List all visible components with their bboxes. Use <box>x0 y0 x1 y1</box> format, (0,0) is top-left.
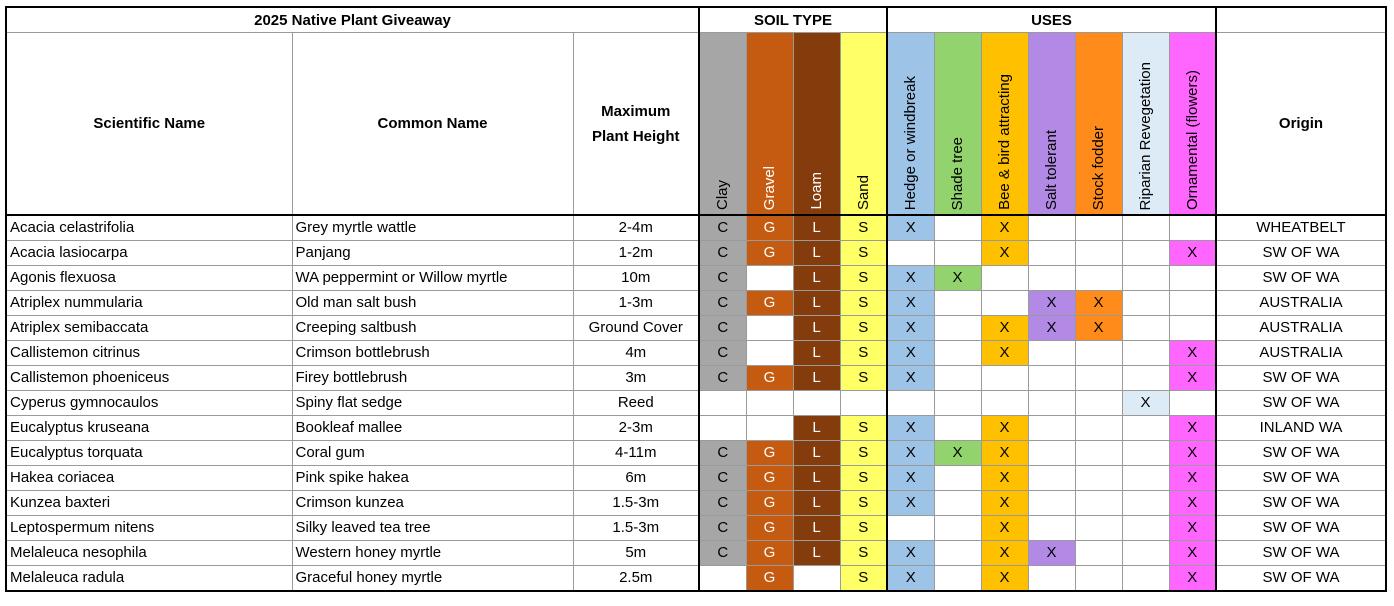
origin-cell: WHEATBELT <box>1216 215 1386 241</box>
soil-sand-cell: S <box>840 466 887 491</box>
scientific-name-header: Scientific Name <box>6 33 292 216</box>
use-salt-tolerant-cell <box>1028 341 1075 366</box>
use-ornamental-flowers-cell <box>1169 391 1216 416</box>
soil-sand-cell: S <box>840 241 887 266</box>
soil-clay-cell <box>699 566 746 592</box>
use-bee-bird-attracting-cell: X <box>981 316 1028 341</box>
max-height-cell: 4m <box>573 341 699 366</box>
use-shade-tree-cell <box>934 516 981 541</box>
scientific-name-cell: Cyperus gymnocaulos <box>6 391 292 416</box>
soil-clay-cell: C <box>699 291 746 316</box>
soil-sand-cell: S <box>840 566 887 592</box>
use-header-ornamental-flowers <box>1169 33 1216 216</box>
soil-loam-cell: L <box>793 291 840 316</box>
use-bee-bird-attracting-cell: X <box>981 541 1028 566</box>
use-ornamental-flowers-cell: X <box>1169 366 1216 391</box>
soil-gravel-cell: G <box>746 541 793 566</box>
table-row <box>6 291 1386 316</box>
use-header-shade-tree <box>934 33 981 216</box>
soil-sand-cell: S <box>840 516 887 541</box>
table-row <box>6 566 1386 592</box>
use-hedge-or-windbreak-cell: X <box>887 491 934 516</box>
soil-header-loam <box>793 33 840 216</box>
use-hedge-or-windbreak-cell: X <box>887 441 934 466</box>
scientific-name-cell: Callistemon phoeniceus <box>6 366 292 391</box>
soil-header-label: Loam <box>808 172 825 210</box>
use-salt-tolerant-cell <box>1028 516 1075 541</box>
table-row <box>6 541 1386 566</box>
soil-gravel-cell: G <box>746 491 793 516</box>
soil-gravel-cell <box>746 266 793 291</box>
use-stock-fodder-cell <box>1075 366 1122 391</box>
soil-sand-cell: S <box>840 491 887 516</box>
table-row <box>6 491 1386 516</box>
soil-loam-cell: L <box>793 416 840 441</box>
table-row <box>6 241 1386 266</box>
soil-clay-cell: C <box>699 441 746 466</box>
max-height-cell: 6m <box>573 466 699 491</box>
origin-cell: SW OF WA <box>1216 466 1386 491</box>
use-ornamental-flowers-cell: X <box>1169 241 1216 266</box>
use-bee-bird-attracting-cell: X <box>981 341 1028 366</box>
soil-clay-cell <box>699 391 746 416</box>
use-ornamental-flowers-cell <box>1169 291 1216 316</box>
use-header-label: Salt tolerant <box>1043 129 1060 210</box>
use-bee-bird-attracting-cell: X <box>981 215 1028 241</box>
use-riparian-revegetation-cell: X <box>1122 391 1169 416</box>
soil-gravel-cell: G <box>746 215 793 241</box>
soil-clay-cell: C <box>699 341 746 366</box>
use-stock-fodder-cell <box>1075 416 1122 441</box>
scientific-name-cell: Acacia celastrifolia <box>6 215 292 241</box>
origin-cell: SW OF WA <box>1216 441 1386 466</box>
use-bee-bird-attracting-cell: X <box>981 516 1028 541</box>
max-height-cell: 1-2m <box>573 241 699 266</box>
soil-clay-cell: C <box>699 316 746 341</box>
use-salt-tolerant-cell <box>1028 266 1075 291</box>
use-ornamental-flowers-cell: X <box>1169 441 1216 466</box>
scientific-name-cell: Atriplex nummularia <box>6 291 292 316</box>
table-row <box>6 316 1386 341</box>
origin-cell: SW OF WA <box>1216 241 1386 266</box>
common-name-cell: Graceful honey myrtle <box>292 566 573 592</box>
use-shade-tree-cell <box>934 366 981 391</box>
table-row <box>6 441 1386 466</box>
origin-group-blank <box>1216 7 1386 33</box>
soil-gravel-cell: G <box>746 441 793 466</box>
soil-clay-cell <box>699 416 746 441</box>
table-row <box>6 416 1386 441</box>
soil-gravel-cell: G <box>746 241 793 266</box>
use-hedge-or-windbreak-cell: X <box>887 341 934 366</box>
use-header-label: Riparian Revegetation <box>1137 61 1154 210</box>
use-stock-fodder-cell <box>1075 566 1122 592</box>
use-salt-tolerant-cell <box>1028 366 1075 391</box>
use-hedge-or-windbreak-cell: X <box>887 316 934 341</box>
use-header-stock-fodder <box>1075 33 1122 216</box>
use-bee-bird-attracting-cell: X <box>981 241 1028 266</box>
use-salt-tolerant-cell <box>1028 441 1075 466</box>
common-name-cell: WA peppermint or Willow myrtle <box>292 266 573 291</box>
use-hedge-or-windbreak-cell: X <box>887 566 934 592</box>
use-header-label: Shade tree <box>949 136 966 210</box>
scientific-name-cell: Leptospermum nitens <box>6 516 292 541</box>
use-header-hedge-or-windbreak <box>887 33 934 216</box>
max-height-cell: 5m <box>573 541 699 566</box>
origin-cell: SW OF WA <box>1216 391 1386 416</box>
use-header-label: Stock fodder <box>1090 125 1107 210</box>
use-ornamental-flowers-cell: X <box>1169 516 1216 541</box>
common-name-cell: Spiny flat sedge <box>292 391 573 416</box>
soil-clay-cell: C <box>699 266 746 291</box>
soil-gravel-cell: G <box>746 466 793 491</box>
use-stock-fodder-cell <box>1075 441 1122 466</box>
use-riparian-revegetation-cell <box>1122 441 1169 466</box>
use-shade-tree-cell: X <box>934 266 981 291</box>
origin-cell: SW OF WA <box>1216 566 1386 592</box>
scientific-name-cell: Eucalyptus kruseana <box>6 416 292 441</box>
use-shade-tree-cell <box>934 316 981 341</box>
soil-loam-cell: L <box>793 541 840 566</box>
soil-clay-cell: C <box>699 491 746 516</box>
use-riparian-revegetation-cell <box>1122 215 1169 241</box>
use-riparian-revegetation-cell <box>1122 316 1169 341</box>
soil-gravel-cell: G <box>746 366 793 391</box>
max-height-cell: 2-3m <box>573 416 699 441</box>
common-name-cell: Creeping saltbush <box>292 316 573 341</box>
soil-loam-cell: L <box>793 316 840 341</box>
use-salt-tolerant-cell: X <box>1028 541 1075 566</box>
soil-sand-cell: S <box>840 291 887 316</box>
use-stock-fodder-cell <box>1075 491 1122 516</box>
common-name-cell: Coral gum <box>292 441 573 466</box>
use-riparian-revegetation-cell <box>1122 516 1169 541</box>
use-salt-tolerant-cell <box>1028 416 1075 441</box>
soil-gravel-cell <box>746 316 793 341</box>
use-ornamental-flowers-cell <box>1169 316 1216 341</box>
use-bee-bird-attracting-cell: X <box>981 466 1028 491</box>
use-shade-tree-cell <box>934 416 981 441</box>
use-ornamental-flowers-cell: X <box>1169 541 1216 566</box>
use-riparian-revegetation-cell <box>1122 566 1169 592</box>
use-riparian-revegetation-cell <box>1122 241 1169 266</box>
soil-sand-cell: S <box>840 316 887 341</box>
use-bee-bird-attracting-cell: X <box>981 416 1028 441</box>
use-bee-bird-attracting-cell <box>981 366 1028 391</box>
soil-clay-cell: C <box>699 366 746 391</box>
use-hedge-or-windbreak-cell: X <box>887 291 934 316</box>
max-height-cell: 3m <box>573 366 699 391</box>
use-shade-tree-cell <box>934 491 981 516</box>
use-ornamental-flowers-cell: X <box>1169 466 1216 491</box>
use-stock-fodder-cell <box>1075 215 1122 241</box>
max-height-cell: Ground Cover <box>573 316 699 341</box>
scientific-name-cell: Eucalyptus torquata <box>6 441 292 466</box>
scientific-name-cell: Melaleuca nesophila <box>6 541 292 566</box>
use-salt-tolerant-cell <box>1028 466 1075 491</box>
soil-loam-cell: L <box>793 241 840 266</box>
origin-cell: SW OF WA <box>1216 366 1386 391</box>
origin-cell: SW OF WA <box>1216 541 1386 566</box>
soil-clay-cell: C <box>699 241 746 266</box>
use-header-salt-tolerant <box>1028 33 1075 216</box>
soil-header-label: Clay <box>714 179 732 210</box>
max-height-header: Maximum Plant Height <box>573 33 699 216</box>
use-salt-tolerant-cell <box>1028 566 1075 592</box>
max-height-cell: Reed <box>573 391 699 416</box>
max-height-cell: 1-3m <box>573 291 699 316</box>
soil-gravel-cell: G <box>746 566 793 592</box>
use-ornamental-flowers-cell <box>1169 266 1216 291</box>
soil-sand-cell: S <box>840 266 887 291</box>
origin-cell: INLAND WA <box>1216 416 1386 441</box>
use-hedge-or-windbreak-cell: X <box>887 366 934 391</box>
soil-gravel-cell: G <box>746 291 793 316</box>
scientific-name-cell: Agonis flexuosa <box>6 266 292 291</box>
max-height-cell: 1.5-3m <box>573 516 699 541</box>
use-salt-tolerant-cell: X <box>1028 316 1075 341</box>
use-bee-bird-attracting-cell: X <box>981 491 1028 516</box>
use-hedge-or-windbreak-cell <box>887 391 934 416</box>
use-stock-fodder-cell <box>1075 516 1122 541</box>
soil-sand-cell: S <box>840 215 887 241</box>
max-height-cell: 4-11m <box>573 441 699 466</box>
use-stock-fodder-cell <box>1075 341 1122 366</box>
use-shade-tree-cell <box>934 541 981 566</box>
use-hedge-or-windbreak-cell: X <box>887 215 934 241</box>
use-stock-fodder-cell <box>1075 241 1122 266</box>
common-name-cell: Silky leaved tea tree <box>292 516 573 541</box>
use-shade-tree-cell <box>934 291 981 316</box>
table-row <box>6 366 1386 391</box>
use-riparian-revegetation-cell <box>1122 491 1169 516</box>
table-row <box>6 266 1386 291</box>
soil-header-sand <box>840 33 887 216</box>
scientific-name-cell: Hakea coriacea <box>6 466 292 491</box>
table-title: 2025 Native Plant Giveaway <box>6 7 699 33</box>
use-riparian-revegetation-cell <box>1122 366 1169 391</box>
soil-loam-cell: L <box>793 266 840 291</box>
use-stock-fodder-cell: X <box>1075 316 1122 341</box>
use-ornamental-flowers-cell: X <box>1169 566 1216 592</box>
table-row <box>6 391 1386 416</box>
common-name-cell: Panjang <box>292 241 573 266</box>
use-shade-tree-cell <box>934 341 981 366</box>
soil-loam-cell: L <box>793 215 840 241</box>
max-height-cell: 2-4m <box>573 215 699 241</box>
soil-loam-cell <box>793 391 840 416</box>
common-name-header: Common Name <box>292 33 573 216</box>
scientific-name-cell: Melaleuca radula <box>6 566 292 592</box>
soil-loam-cell: L <box>793 466 840 491</box>
soil-clay-cell: C <box>699 466 746 491</box>
soil-loam-cell <box>793 566 840 592</box>
use-ornamental-flowers-cell: X <box>1169 491 1216 516</box>
soil-loam-cell: L <box>793 341 840 366</box>
use-stock-fodder-cell <box>1075 266 1122 291</box>
uses-group-header: USES <box>887 7 1216 33</box>
use-shade-tree-cell <box>934 241 981 266</box>
use-stock-fodder-cell <box>1075 541 1122 566</box>
table-row <box>6 466 1386 491</box>
use-salt-tolerant-cell <box>1028 241 1075 266</box>
use-riparian-revegetation-cell <box>1122 416 1169 441</box>
max-height-cell: 1.5-3m <box>573 491 699 516</box>
use-header-bee-bird-attracting <box>981 33 1028 216</box>
common-name-cell: Pink spike hakea <box>292 466 573 491</box>
scientific-name-cell: Callistemon citrinus <box>6 341 292 366</box>
soil-loam-cell: L <box>793 366 840 391</box>
soil-gravel-cell: G <box>746 516 793 541</box>
use-hedge-or-windbreak-cell <box>887 516 934 541</box>
soil-sand-cell: S <box>840 441 887 466</box>
use-bee-bird-attracting-cell <box>981 391 1028 416</box>
use-header-riparian-revegetation <box>1122 33 1169 216</box>
soil-type-group-header: SOIL TYPE <box>699 7 887 33</box>
soil-gravel-cell <box>746 341 793 366</box>
soil-header-gravel <box>746 33 793 216</box>
use-ornamental-flowers-cell <box>1169 215 1216 241</box>
use-hedge-or-windbreak-cell: X <box>887 416 934 441</box>
common-name-cell: Bookleaf mallee <box>292 416 573 441</box>
table-row <box>6 516 1386 541</box>
use-riparian-revegetation-cell <box>1122 291 1169 316</box>
soil-sand-cell: S <box>840 416 887 441</box>
common-name-cell: Grey myrtle wattle <box>292 215 573 241</box>
use-shade-tree-cell <box>934 391 981 416</box>
origin-cell: SW OF WA <box>1216 491 1386 516</box>
soil-sand-cell <box>840 391 887 416</box>
origin-cell: SW OF WA <box>1216 516 1386 541</box>
use-ornamental-flowers-cell: X <box>1169 416 1216 441</box>
use-shade-tree-cell <box>934 466 981 491</box>
use-header-label: Bee & bird attracting <box>996 74 1013 210</box>
use-stock-fodder-cell: X <box>1075 291 1122 316</box>
soil-loam-cell: L <box>793 516 840 541</box>
soil-clay-cell: C <box>699 541 746 566</box>
origin-cell: SW OF WA <box>1216 266 1386 291</box>
use-bee-bird-attracting-cell <box>981 266 1028 291</box>
soil-header-label: Sand <box>854 174 872 210</box>
use-bee-bird-attracting-cell <box>981 291 1028 316</box>
origin-cell: AUSTRALIA <box>1216 291 1386 316</box>
use-bee-bird-attracting-cell: X <box>981 566 1028 592</box>
scientific-name-cell: Atriplex semibaccata <box>6 316 292 341</box>
use-shade-tree-cell: X <box>934 441 981 466</box>
use-riparian-revegetation-cell <box>1122 341 1169 366</box>
use-salt-tolerant-cell <box>1028 215 1075 241</box>
max-height-cell: 10m <box>573 266 699 291</box>
common-name-cell: Old man salt bush <box>292 291 573 316</box>
use-stock-fodder-cell <box>1075 391 1122 416</box>
table-row <box>6 341 1386 366</box>
soil-sand-cell: S <box>840 366 887 391</box>
scientific-name-cell: Kunzea baxteri <box>6 491 292 516</box>
use-bee-bird-attracting-cell: X <box>981 441 1028 466</box>
soil-loam-cell: L <box>793 441 840 466</box>
origin-header: Origin <box>1216 33 1386 216</box>
common-name-cell: Crimson bottlebrush <box>292 341 573 366</box>
use-ornamental-flowers-cell: X <box>1169 341 1216 366</box>
use-hedge-or-windbreak-cell <box>887 241 934 266</box>
use-riparian-revegetation-cell <box>1122 541 1169 566</box>
use-shade-tree-cell <box>934 566 981 592</box>
plant-table <box>5 6 1387 592</box>
use-salt-tolerant-cell <box>1028 391 1075 416</box>
soil-sand-cell: S <box>840 541 887 566</box>
soil-header-label: Gravel <box>761 165 778 210</box>
table-row <box>6 215 1386 241</box>
use-salt-tolerant-cell <box>1028 491 1075 516</box>
use-salt-tolerant-cell: X <box>1028 291 1075 316</box>
use-riparian-revegetation-cell <box>1122 466 1169 491</box>
soil-sand-cell: S <box>840 341 887 366</box>
soil-loam-cell: L <box>793 491 840 516</box>
use-header-label: Ornamental (flowers) <box>1183 69 1201 210</box>
use-hedge-or-windbreak-cell: X <box>887 266 934 291</box>
origin-cell: AUSTRALIA <box>1216 316 1386 341</box>
soil-clay-cell: C <box>699 215 746 241</box>
soil-header-clay <box>699 33 746 216</box>
origin-cell: AUSTRALIA <box>1216 341 1386 366</box>
max-height-cell: 2.5m <box>573 566 699 592</box>
soil-gravel-cell <box>746 391 793 416</box>
use-shade-tree-cell <box>934 215 981 241</box>
use-stock-fodder-cell <box>1075 466 1122 491</box>
common-name-cell: Crimson kunzea <box>292 491 573 516</box>
common-name-cell: Western honey myrtle <box>292 541 573 566</box>
use-riparian-revegetation-cell <box>1122 266 1169 291</box>
use-hedge-or-windbreak-cell: X <box>887 541 934 566</box>
use-hedge-or-windbreak-cell: X <box>887 466 934 491</box>
use-header-label: Hedge or windbreak <box>902 75 920 210</box>
scientific-name-cell: Acacia lasiocarpa <box>6 241 292 266</box>
soil-gravel-cell <box>746 416 793 441</box>
soil-clay-cell: C <box>699 516 746 541</box>
common-name-cell: Firey bottlebrush <box>292 366 573 391</box>
